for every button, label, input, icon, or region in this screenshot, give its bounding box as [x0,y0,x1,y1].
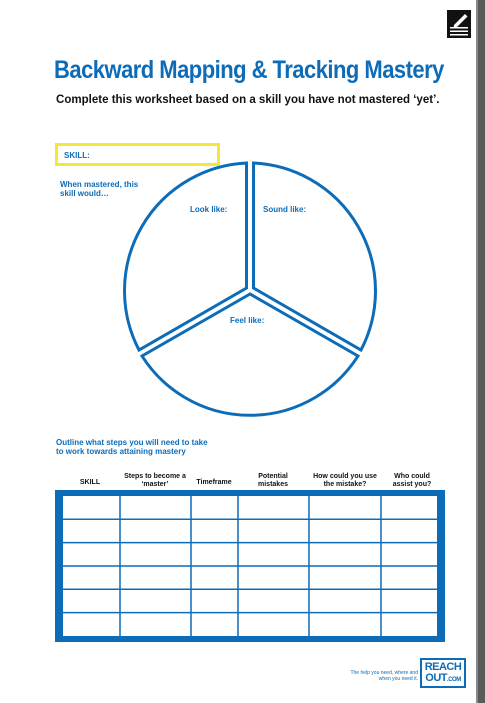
header-use-mistake: How could you use the mistake? [313,473,377,488]
skill-label: SKILL: [64,151,90,160]
mastery-pie-diagram [115,155,385,425]
steps-table [55,490,445,642]
logo-bottom-word: OUT [425,672,448,684]
header-who-assist: Who could assist you? [392,473,432,488]
document-pencil-icon [447,10,471,38]
pie-segment-look [125,163,247,350]
sound-like-label: Sound like: [263,205,307,214]
look-like-label: Look like: [190,205,228,214]
header-potential-mistakes: Potential mistakes [258,473,288,488]
when-mastered-text: When mastered, this skill would… [60,180,139,198]
logo-suffix: .COM [447,677,461,683]
header-steps: Steps to become a ‘master’ [124,473,186,488]
feel-like-label: Feel like: [230,316,265,325]
logo-bottom-text [422,673,464,686]
page-title: Backward Mapping & Tracking Mastery [54,56,444,84]
header-timeframe: Timeframe [196,479,232,486]
page-subtitle: Complete this worksheet based on a skill you have not mastered ‘yet’. [56,92,440,106]
footer-tagline: The help you need, where and when you need it. [350,670,418,682]
logo-top-text: REACH [424,661,462,673]
pie-segment-feel [142,294,358,415]
header-skill: SKILL [79,479,101,486]
outline-steps-text: Outline what steps you will need to take to work towards attaining mastery [56,438,208,456]
reachout-logo[interactable] [420,658,466,688]
steps-table-grid [63,496,437,636]
pie-segment-sound [254,163,376,350]
